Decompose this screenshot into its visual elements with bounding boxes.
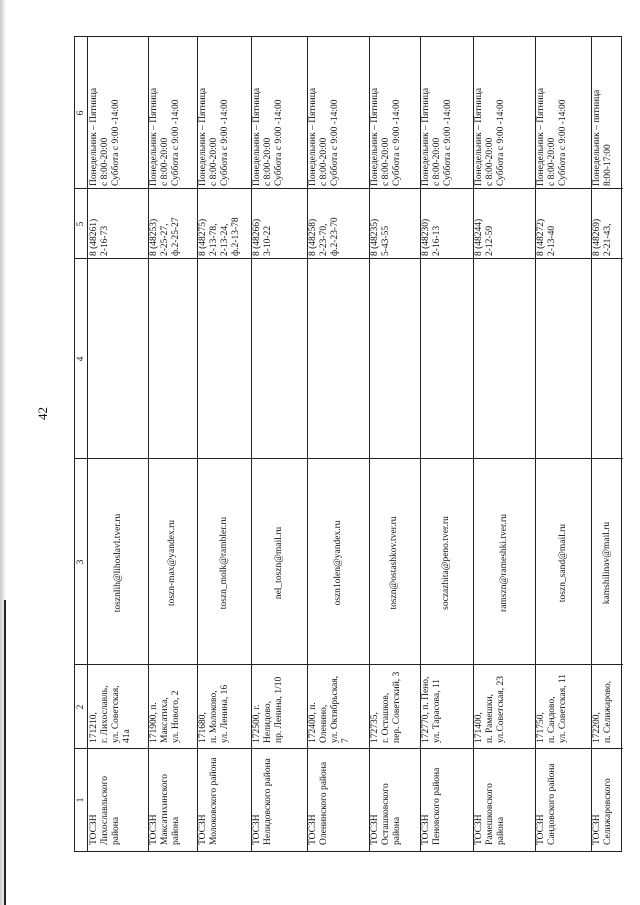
name-line: Рамешковского: [485, 783, 495, 845]
address-line: п. Сандово,: [547, 696, 557, 743]
phone-line: 2-13-40: [547, 225, 557, 256]
address-line: 172500, г.: [252, 704, 262, 743]
address-line: 7: [341, 738, 351, 743]
address-line: 41а: [122, 729, 132, 743]
phone-line: 2-23-70,: [319, 223, 329, 256]
hours-line: Понедельник – Пятница: [370, 87, 380, 186]
name-line: Максатихинского: [160, 773, 170, 845]
table-cell-phone: [421, 184, 472, 256]
address-line: 172200,: [592, 712, 602, 743]
address-line: ул.Советская, 23: [496, 676, 506, 743]
address-line: 172400, п.: [308, 702, 318, 743]
table-cell-address: [308, 663, 368, 743]
address-line: г. Лихославль,: [100, 685, 110, 743]
address-line: п. Молоково,: [209, 690, 219, 743]
name-line: ТОСЗН: [308, 814, 318, 845]
table-cell-address: [536, 663, 590, 743]
table-cell-hours: [252, 36, 306, 186]
address-line: 171680,: [198, 712, 208, 743]
email-text: toszn-max@yandex.ru: [167, 519, 177, 607]
hours-line: с 8:00-20:00: [100, 137, 110, 186]
scan-edge-line: [4, 600, 6, 905]
table-cell-name: [252, 749, 306, 845]
column-divider: [75, 258, 623, 259]
email-text: toszn_sand@mail.ru: [557, 523, 568, 603]
table-cell-email: [252, 463, 306, 663]
table-cell-name: [474, 749, 534, 845]
address-line: п. Рамешки,: [485, 694, 495, 743]
table-cell-name: [536, 749, 590, 845]
table-cell-address: [89, 663, 147, 743]
table-cell-hours: [536, 36, 590, 186]
table-cell-phone: [308, 184, 368, 256]
phone-line: 2-21-43,: [603, 223, 613, 256]
table-cell-email: [592, 463, 622, 663]
name-line: ТОСЗН: [89, 814, 99, 845]
hours-line: с 8:00-20:00: [547, 137, 557, 186]
phone-line: 2-13-78,: [209, 223, 219, 256]
hours-line: Суббота с 9:00 -14:00: [443, 99, 453, 186]
phone-line: 8 (48235): [370, 218, 380, 256]
phone-line: 2-13-24,: [220, 223, 230, 256]
name-line: района: [171, 816, 181, 845]
name-line: ТОСЗН: [421, 814, 431, 845]
address-line: 171210,: [89, 712, 99, 743]
hours-line: Понедельник – Пятница: [308, 87, 318, 186]
header-col-1: 1: [76, 797, 86, 803]
hours-line: 8:00-17:00: [603, 144, 613, 186]
name-line: ТОСЗН: [474, 814, 484, 845]
name-line: Лихославльского: [100, 775, 110, 845]
table-cell-phone: [536, 184, 590, 256]
phone-line: ф.2-13-78: [231, 217, 241, 256]
table-cell-address: [252, 663, 306, 743]
name-line: Нелидовского района: [263, 758, 273, 845]
organizations-table: [74, 36, 622, 852]
name-line: Осташковского: [381, 783, 391, 845]
name-line: Молоковского района: [209, 757, 219, 845]
table-cell-address: [198, 663, 250, 743]
table-cell-address: [474, 663, 534, 743]
hours-line: с 8:00-20:00: [209, 137, 219, 186]
hours-line: Понедельник – Пятница: [252, 87, 262, 186]
table-cell-hours: [421, 36, 472, 186]
table-cell-hours: [149, 36, 196, 186]
phone-line: 8 (48230): [421, 218, 431, 256]
hours-line: Суббота с 9:00 -14:00: [111, 99, 121, 186]
hours-line: Понедельник – Пятница: [89, 87, 99, 186]
phone-line: 8 (48261): [89, 218, 99, 256]
header-col-4: 4: [76, 356, 86, 362]
hours-line: Суббота с 9:00 -14:00: [496, 99, 506, 186]
name-line: ТОСЗН: [198, 814, 208, 845]
phone-line: 5-43-55: [381, 225, 391, 256]
hours-line: с 8:00-20:00: [263, 137, 273, 186]
address-line: ул. Нового, 2: [171, 690, 181, 743]
table-cell-hours: [308, 36, 368, 186]
address-line: 171900, п.: [149, 702, 159, 743]
hours-line: Суббота с 9:00 -14:00: [558, 99, 568, 186]
hours-line: с 8:00-20:00: [485, 137, 495, 186]
email-text: soczazhita@peno.tver.ru: [441, 516, 451, 610]
email-text: toszn@ostashkov.tver.ru: [389, 516, 399, 610]
address-line: 172735,: [370, 712, 380, 743]
name-line: района: [496, 816, 506, 845]
address-line: 171400,: [474, 712, 484, 743]
hours-line: Понедельник – Пятница: [421, 87, 431, 186]
table-cell-email: [536, 463, 590, 663]
email-text: oszn1olen@yandex.ru: [332, 520, 343, 606]
name-line: Оленинского района: [319, 761, 329, 845]
hours-line: с 8:00-20:00: [432, 137, 442, 186]
table-cell-hours: [198, 36, 250, 186]
table-cell-phone: [592, 184, 622, 256]
hours-line: Суббота с 9:00 -14:00: [220, 99, 230, 186]
table-cell-name: [421, 749, 472, 845]
address-line: ул. Советская, 11: [558, 674, 568, 743]
hours-line: Понедельник – Пятница: [149, 87, 159, 186]
address-line: 171750,: [536, 712, 546, 743]
table-cell-name: [592, 749, 622, 845]
address-line: г. Осташков,: [381, 692, 391, 743]
table-cell-address: [370, 663, 419, 743]
table-cell-hours: [592, 36, 622, 186]
name-line: Пеновского района: [432, 767, 442, 845]
table-cell-phone: [89, 184, 147, 256]
address-line: пер. Советский, 3: [392, 671, 402, 743]
hours-line: Понедельник – Пятница: [474, 87, 484, 186]
table-cell-address: [421, 663, 472, 743]
table-cell-address: [592, 663, 622, 743]
table-cell-address: [149, 663, 196, 743]
address-line: ул. Ленина, 16: [220, 684, 230, 743]
email-text: kamshilinav@mail.ru: [601, 521, 612, 605]
hours-line: Понедельник – Пятница: [198, 87, 208, 186]
header-divider: [87, 37, 88, 851]
table-cell-email: [421, 463, 472, 663]
header-col-6: 6: [76, 110, 86, 116]
phone-line: 2-25-27,: [160, 223, 170, 256]
phone-line: 8 (48269): [592, 218, 602, 256]
phone-line: 3-10-22: [263, 225, 273, 256]
phone-line: 8 (48258): [308, 218, 318, 256]
table-cell-name: [89, 749, 147, 845]
column-divider: [75, 458, 623, 459]
address-line: ул. Тарасова, 11: [432, 678, 442, 743]
phone-line: 2-12-59: [485, 225, 495, 256]
hours-line: Суббота с 9:00 -14:00: [171, 99, 181, 186]
table-cell-email: [308, 463, 368, 663]
header-col-2: 2: [76, 704, 86, 710]
phone-line: 8 (48275): [198, 218, 208, 256]
table-cell-phone: [198, 184, 250, 256]
hours-line: Суббота с 9:00 -14:00: [274, 99, 284, 186]
email-text: tosznlih@lihoslavl.tver.ru: [112, 513, 123, 613]
phone-line: ф.2-25-27: [171, 217, 181, 256]
table-cell-phone: [149, 184, 196, 256]
address-line: ул. Октябрьская,: [330, 675, 340, 743]
table-cell-hours: [370, 36, 419, 186]
name-line: ТОСЗН: [536, 814, 546, 845]
address-line: ул. Советская,: [111, 685, 121, 743]
table-cell-name: [308, 749, 368, 845]
table-cell-hours: [474, 36, 534, 186]
name-line: Селижаровского: [603, 778, 613, 845]
hours-line: Суббота с 9:00 -14:00: [330, 99, 340, 186]
phone-line: 2-16-13: [432, 225, 442, 256]
table-cell-phone: [252, 184, 306, 256]
address-line: Нелидово,: [263, 700, 273, 743]
name-line: района: [111, 816, 121, 845]
name-line: ТОСЗН: [592, 814, 602, 845]
table-cell-email: [474, 463, 534, 663]
phone-line: 2-16-73: [100, 225, 110, 256]
table-cell-name: [149, 749, 196, 845]
page-number: 42: [35, 407, 50, 420]
table-cell-phone: [370, 184, 419, 256]
address-line: пр. Ленина, 1/10: [274, 676, 284, 743]
hours-line: с 8:00-20:00: [160, 137, 170, 186]
header-col-3: 3: [76, 559, 86, 565]
address-line: Оленино,: [319, 704, 329, 743]
address-line: Максатиха,: [160, 697, 170, 743]
hours-line: Понедельник – пятница: [592, 89, 602, 186]
hours-line: с 8:00-20:00: [319, 137, 329, 186]
table-cell-email: [198, 463, 250, 663]
table-cell-email: [370, 463, 419, 663]
address-line: п. Селижарово,: [603, 680, 613, 743]
phone-line: 8 (48253): [149, 218, 159, 256]
phone-line: 8 (48266): [252, 218, 262, 256]
table-cell-name: [370, 749, 419, 845]
name-line: района: [392, 816, 402, 845]
name-line: ТОСЗН: [370, 814, 380, 845]
header-col-5: 5: [76, 221, 86, 227]
email-text: toszn_molk@rambler.ru: [218, 516, 229, 610]
email-text: ramszn@rameshki.tver.ru: [498, 514, 509, 612]
email-text: nel_toszn@mail.ru: [273, 526, 284, 600]
table-cell-phone: [474, 184, 534, 256]
name-line: ТОСЗН: [252, 814, 262, 845]
hours-line: Понедельник – Пятница: [536, 87, 546, 186]
name-line: Сандовского района: [547, 763, 557, 845]
address-line: 172770, п. Пено,: [421, 676, 431, 743]
table-cell-email: [89, 463, 147, 663]
table-cell-name: [198, 749, 250, 845]
table-cell-hours: [89, 36, 147, 186]
hours-line: Суббота с 9:00 -14:00: [392, 99, 402, 186]
table-cell-email: [149, 463, 196, 663]
hours-line: с 8:00-20:00: [381, 137, 391, 186]
phone-line: 8 (48272): [536, 218, 546, 256]
phone-line: 8 (48244): [474, 218, 484, 256]
phone-line: ф.2-23-70: [330, 217, 340, 256]
name-line: ТОСЗН: [149, 814, 159, 845]
